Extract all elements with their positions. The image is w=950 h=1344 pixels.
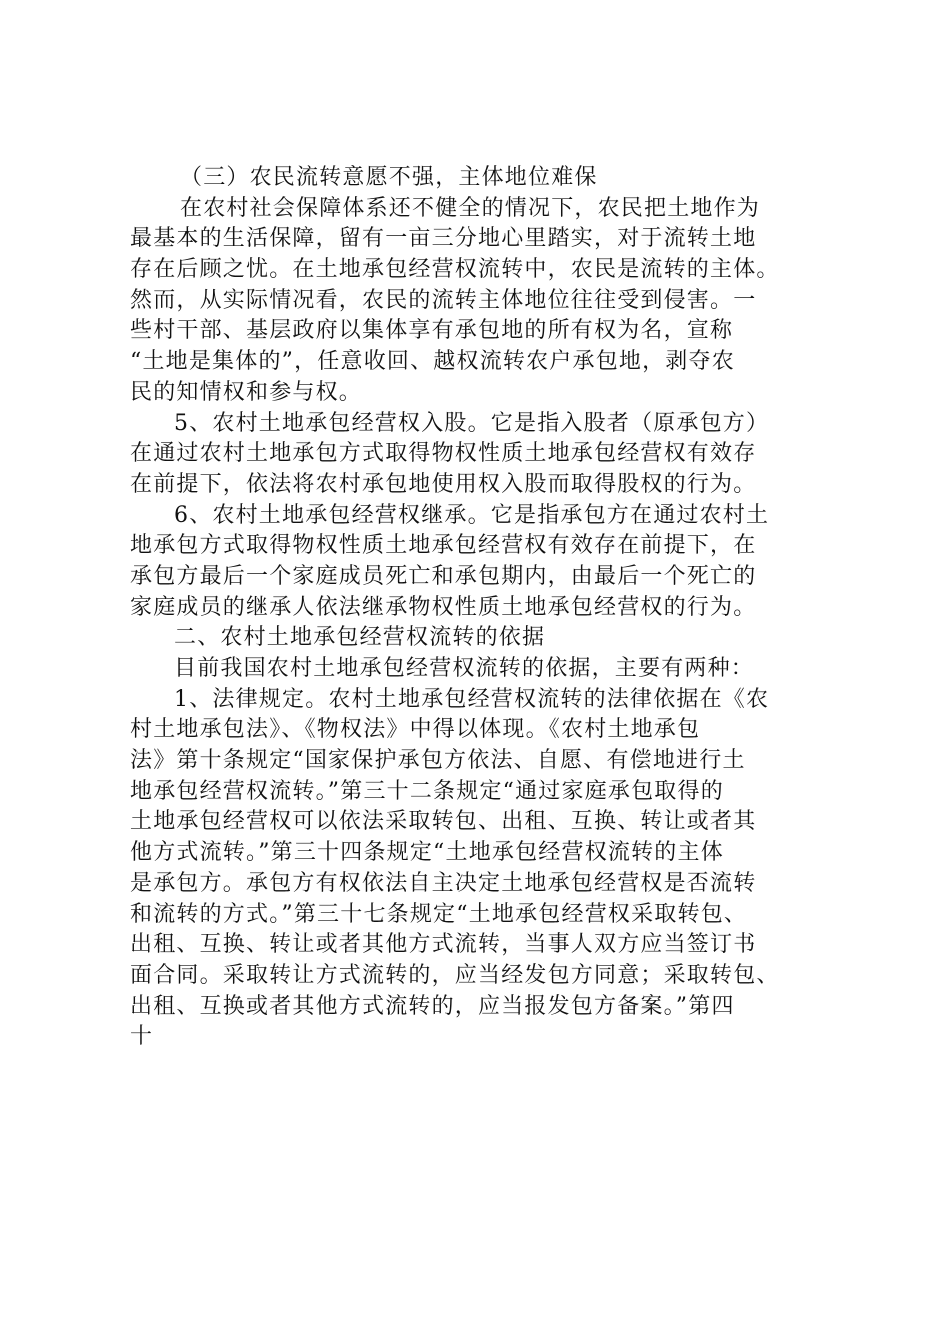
paragraph-line: 在前提下，依法将农村承包地使用权入股而取得股权的行为。	[130, 471, 757, 497]
paragraph-line: 然而，从实际情况看，农民的流转主体地位往往受到侵害。一	[130, 287, 757, 313]
paragraph-line: 地承包经营权流转。”第三十二条规定“通过家庭承包取得的	[130, 778, 724, 804]
paragraph-line: 法》第十条规定“国家保护承包方依法、自愿、有偿地进行土	[130, 748, 746, 774]
paragraph-line: 民的知情权和参与权。	[130, 379, 363, 405]
body-text	[130, 163, 850, 1053]
section-heading: （三）农民流转意愿不强，主体地位难保	[180, 165, 598, 190]
paragraph-line: 1、法律规定。农村土地承包经营权流转的法律依据在《农	[174, 686, 770, 712]
paragraph-line: 5、农村土地承包经营权入股。它是指入股者（原承包方）	[174, 410, 770, 436]
paragraph-line: 承包方最后一个家庭成员死亡和承包期内，由最后一个死亡的	[130, 563, 757, 589]
paragraph-line: 村土地承包法》、《物权法》中得以体现。《农村土地承包	[130, 717, 701, 743]
paragraph-line: 家庭成员的继承人依法继承物权性质土地承包经营权的行为。	[130, 594, 757, 620]
section-heading: 二、农村土地承包经营权流转的依据	[174, 625, 546, 651]
paragraph-line: “土地是集体的”，任意收回、越权流转农户承包地，剥夺农	[130, 349, 735, 375]
paragraph-line: 十	[130, 1024, 154, 1050]
paragraph-line: 出租、互换或者其他方式流转的，应当报发包方备案。”第四	[130, 993, 735, 1019]
paragraph-line: 他方式流转。”第三十四条规定“土地承包经营权流转的主体	[130, 840, 724, 866]
paragraph-line: 是承包方。承包方有权依法自主决定土地承包经营权是否流转	[130, 870, 757, 896]
paragraph-line: 在通过农村土地承包方式取得物权性质土地承包经营权有效存	[130, 441, 757, 467]
paragraph-line: 最基本的生活保障，留有一亩三分地心里踏实，对于流转土地	[130, 226, 757, 252]
paragraph-line: 些村干部、基层政府以集体享有承包地的所有权为名，宣称	[130, 318, 734, 344]
paragraph-line: 地承包方式取得物权性质土地承包经营权有效存在前提下，在	[130, 533, 757, 559]
paragraph-line: 土地承包经营权可以依法采取转包、出租、互换、转让或者其	[130, 809, 757, 835]
paragraph-line: 存在后顾之忧。在土地承包经营权流转中，农民是流转的主体。	[130, 257, 780, 283]
paragraph-line: 出租、互换、转让或者其他方式流转，当事人双方应当签订书	[130, 932, 757, 958]
paragraph-line: 在农村社会保障体系还不健全的情况下，农民把土地作为	[180, 195, 761, 221]
paragraph-line: 和流转的方式。”第三十七条规定“土地承包经营权采取转包、	[130, 901, 748, 927]
paragraph-line: 面合同。采取转让方式流转的，应当经发包方同意；采取转包、	[130, 962, 780, 988]
paragraph-line: 目前我国农村土地承包经营权流转的依据，主要有两种：	[174, 656, 755, 681]
paragraph-line: 6、农村土地承包经营权继承。它是指承包方在通过农村土	[174, 502, 770, 528]
